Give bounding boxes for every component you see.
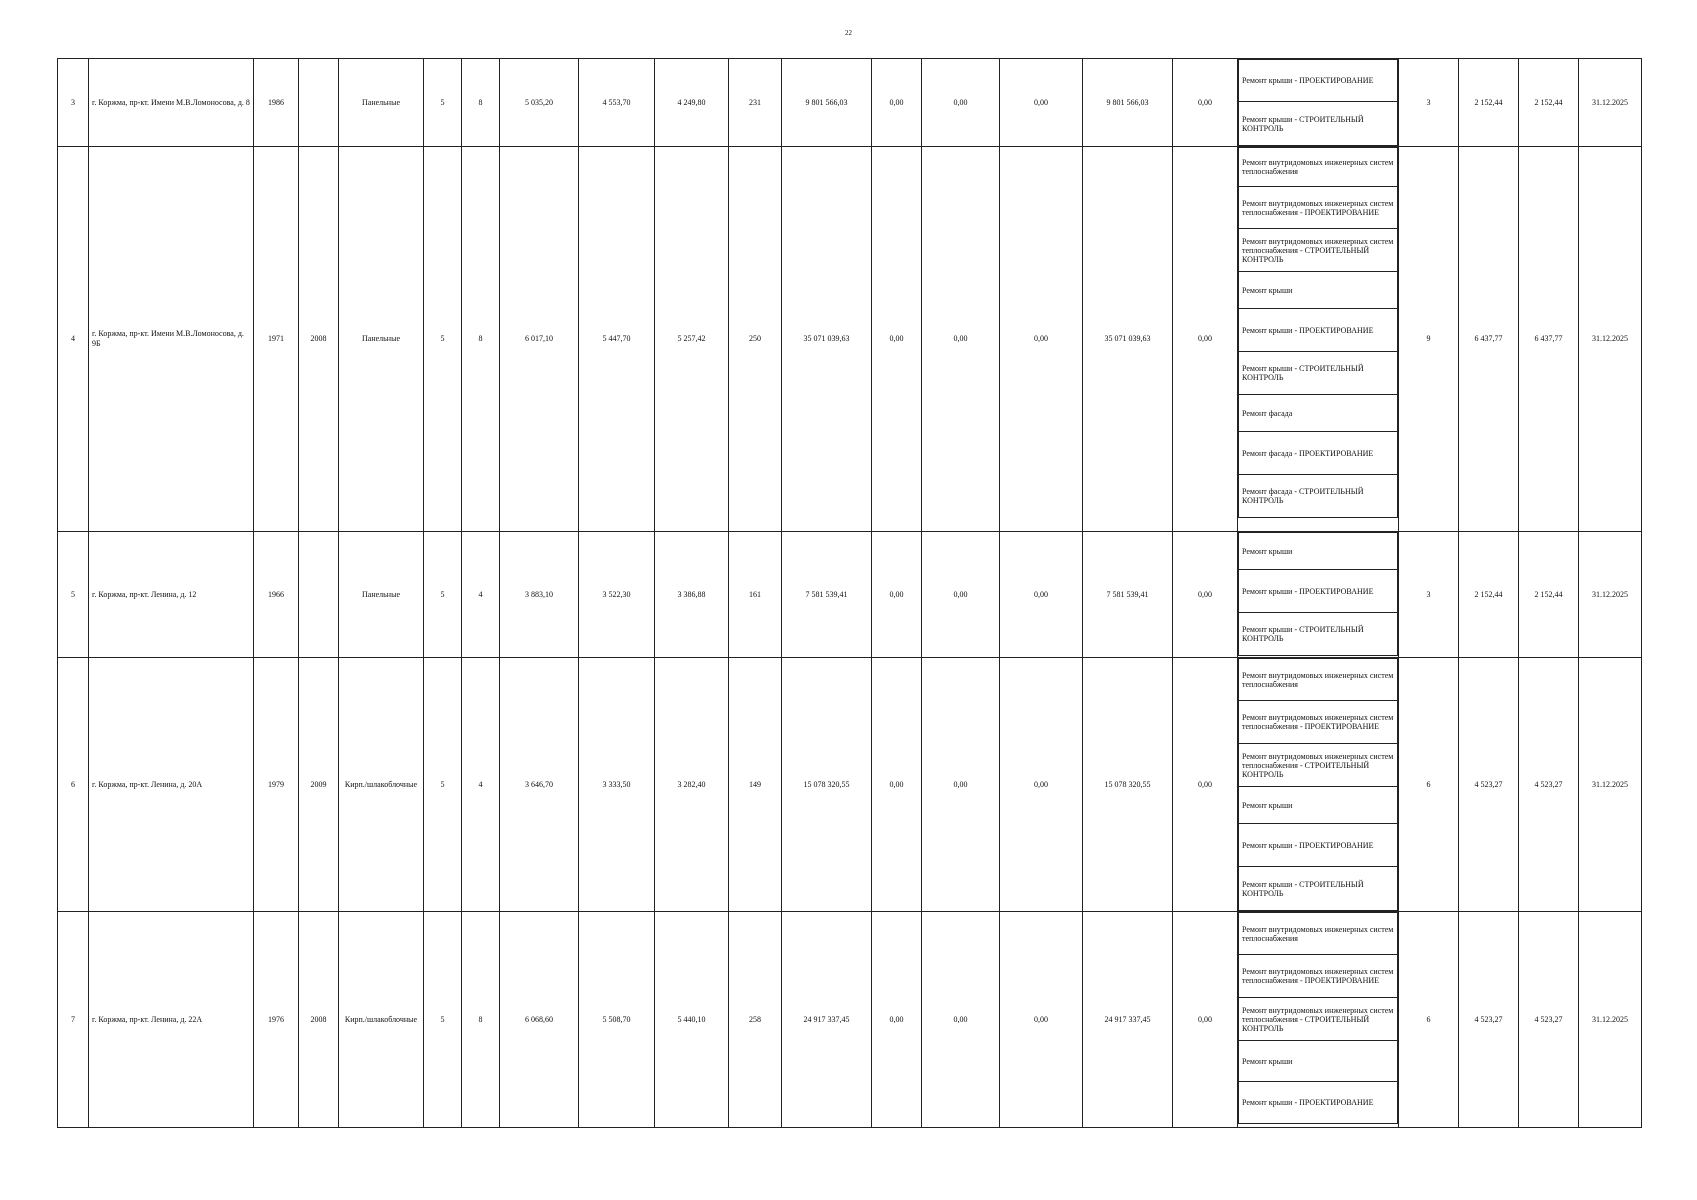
fund-regional-cell: 0,00	[922, 147, 1000, 532]
floors-cell: 5	[424, 147, 462, 532]
max-unit-cost-cell: 4 523,27	[1519, 912, 1579, 1128]
row-number: 3	[58, 59, 89, 147]
work-count-cell: 6	[1399, 658, 1459, 912]
fund-local-cell: 0,00	[1000, 59, 1083, 147]
year-built-cell: 1966	[254, 532, 299, 658]
capital-repair-table	[57, 58, 1642, 1128]
unit-cost-cell: 4 523,27	[1459, 658, 1519, 912]
floors-cell: 5	[424, 912, 462, 1128]
year-built-cell: 1979	[254, 658, 299, 912]
work-item: Ремонт крыши	[1238, 271, 1398, 309]
unit-cost-cell: 2 152,44	[1459, 532, 1519, 658]
row-number: 7	[58, 912, 89, 1128]
work-item: Ремонт крыши - СТРОИТЕЛЬНЫЙ КОНТРОЛЬ	[1238, 101, 1398, 146]
living-area-cell: 3 333,50	[579, 658, 655, 912]
residential-area-cell: 5 257,42	[655, 147, 729, 532]
total-area-cell: 3 646,70	[500, 658, 579, 912]
floors-cell: 5	[424, 59, 462, 147]
unit-cost-cell: 2 152,44	[1459, 59, 1519, 147]
work-item: Ремонт крыши - ПРОЕКТИРОВАНИЕ	[1238, 569, 1398, 613]
year-reconstruction-cell	[299, 59, 339, 147]
fund-other-cell: 0,00	[1173, 658, 1238, 912]
year-reconstruction-cell	[299, 532, 339, 658]
work-item: Ремонт крыши	[1238, 1040, 1398, 1082]
fund-owners-cell: 9 801 566,03	[1083, 59, 1173, 147]
entrances-cell: 4	[462, 532, 500, 658]
deadline-cell: 31.12.2025	[1579, 658, 1642, 912]
work-item: Ремонт крыши - ПРОЕКТИРОВАНИЕ	[1238, 823, 1398, 867]
max-unit-cost-cell: 2 152,44	[1519, 532, 1579, 658]
fund-local-cell: 0,00	[1000, 147, 1083, 532]
entrances-cell: 8	[462, 59, 500, 147]
work-item: Ремонт крыши	[1238, 786, 1398, 824]
works-list-cell	[1238, 147, 1399, 532]
fund-owners-cell: 24 917 337,45	[1083, 912, 1173, 1128]
cost-total-cell: 24 917 337,45	[782, 912, 872, 1128]
floors-cell: 5	[424, 658, 462, 912]
work-item: Ремонт фасада	[1238, 394, 1398, 432]
max-unit-cost-cell: 4 523,27	[1519, 658, 1579, 912]
address-cell: г. Коржма, пр-кт. Ленина, д. 22А	[89, 912, 254, 1128]
fund-regional-cell: 0,00	[922, 912, 1000, 1128]
work-item: Ремонт крыши - ПРОЕКТИРОВАНИЕ	[1238, 59, 1398, 102]
fund-local-cell: 0,00	[1000, 532, 1083, 658]
living-area-cell: 5 508,70	[579, 912, 655, 1128]
work-item: Ремонт внутридомовых инженерных систем теплоснабжения - СТРОИТЕЛЬНЫЙ КОНТРОЛЬ	[1238, 997, 1398, 1041]
work-item: Ремонт внутридомовых инженерных систем теплоснабжения - ПРОЕКТИРОВАНИЕ	[1238, 186, 1398, 229]
residents-cell: 258	[729, 912, 782, 1128]
fund-other-cell: 0,00	[1173, 912, 1238, 1128]
residents-cell: 250	[729, 147, 782, 532]
wall-material-cell: Панельные	[339, 147, 424, 532]
residential-area-cell: 5 440,10	[655, 912, 729, 1128]
year-built-cell: 1986	[254, 59, 299, 147]
deadline-cell: 31.12.2025	[1579, 59, 1642, 147]
fund-owners-cell: 15 078 320,55	[1083, 658, 1173, 912]
residential-area-cell: 3 282,40	[655, 658, 729, 912]
work-item: Ремонт фасада - ПРОЕКТИРОВАНИЕ	[1238, 431, 1398, 475]
residential-area-cell: 4 249,80	[655, 59, 729, 147]
wall-material-cell: Кирп./шлакоблочные	[339, 658, 424, 912]
year-built-cell: 1976	[254, 912, 299, 1128]
residents-cell: 231	[729, 59, 782, 147]
works-list-cell	[1238, 912, 1399, 1128]
deadline-cell: 31.12.2025	[1579, 912, 1642, 1128]
total-area-cell: 5 035,20	[500, 59, 579, 147]
address-cell: г. Коржма, пр-кт. Имени М.В.Ломоносова, д. 8	[89, 59, 254, 147]
total-area-cell: 6 017,10	[500, 147, 579, 532]
address-cell: г. Коржма, пр-кт. Ленина, д. 20А	[89, 658, 254, 912]
page-number: 22	[845, 29, 852, 37]
total-area-cell: 3 883,10	[500, 532, 579, 658]
fund-owners-cell: 35 071 039,63	[1083, 147, 1173, 532]
living-area-cell: 3 522,30	[579, 532, 655, 658]
table-row	[58, 658, 1642, 912]
entrances-cell: 4	[462, 658, 500, 912]
work-item: Ремонт внутридомовых инженерных систем теплоснабжения - ПРОЕКТИРОВАНИЕ	[1238, 954, 1398, 998]
work-item: Ремонт крыши - ПРОЕКТИРОВАНИЕ	[1238, 1081, 1398, 1124]
work-count-cell: 9	[1399, 147, 1459, 532]
works-list-cell	[1238, 59, 1399, 147]
cost-total-cell: 15 078 320,55	[782, 658, 872, 912]
work-item: Ремонт внутридомовых инженерных систем теплоснабжения - СТРОИТЕЛЬНЫЙ КОНТРОЛЬ	[1238, 228, 1398, 272]
entrances-cell: 8	[462, 147, 500, 532]
address-cell: г. Коржма, пр-кт. Ленина, д. 12	[89, 532, 254, 658]
work-item: Ремонт внутридомовых инженерных систем теплоснабжения - ПРОЕКТИРОВАНИЕ	[1238, 700, 1398, 744]
row-number: 5	[58, 532, 89, 658]
fund-other-cell: 0,00	[1173, 59, 1238, 147]
floors-cell: 5	[424, 532, 462, 658]
cost-total-cell: 9 801 566,03	[782, 59, 872, 147]
work-item: Ремонт крыши - ПРОЕКТИРОВАНИЕ	[1238, 308, 1398, 352]
year-built-cell: 1971	[254, 147, 299, 532]
fund-other-cell: 0,00	[1173, 147, 1238, 532]
row-number: 6	[58, 658, 89, 912]
year-reconstruction-cell: 2008	[299, 912, 339, 1128]
work-item: Ремонт крыши - СТРОИТЕЛЬНЫЙ КОНТРОЛЬ	[1238, 351, 1398, 395]
unit-cost-cell: 4 523,27	[1459, 912, 1519, 1128]
work-count-cell: 3	[1399, 59, 1459, 147]
residents-cell: 149	[729, 658, 782, 912]
total-area-cell: 6 068,60	[500, 912, 579, 1128]
table-row	[58, 532, 1642, 658]
fund-other-cell: 0,00	[1173, 532, 1238, 658]
fund-federal-cell: 0,00	[872, 532, 922, 658]
residential-area-cell: 3 386,88	[655, 532, 729, 658]
max-unit-cost-cell: 2 152,44	[1519, 59, 1579, 147]
fund-regional-cell: 0,00	[922, 59, 1000, 147]
max-unit-cost-cell: 6 437,77	[1519, 147, 1579, 532]
fund-federal-cell: 0,00	[872, 59, 922, 147]
fund-federal-cell: 0,00	[872, 658, 922, 912]
deadline-cell: 31.12.2025	[1579, 147, 1642, 532]
cost-total-cell: 7 581 539,41	[782, 532, 872, 658]
fund-federal-cell: 0,00	[872, 912, 922, 1128]
work-count-cell: 6	[1399, 912, 1459, 1128]
living-area-cell: 4 553,70	[579, 59, 655, 147]
work-item: Ремонт фасада - СТРОИТЕЛЬНЫЙ КОНТРОЛЬ	[1238, 474, 1398, 518]
cost-total-cell: 35 071 039,63	[782, 147, 872, 532]
residents-cell: 161	[729, 532, 782, 658]
wall-material-cell: Панельные	[339, 532, 424, 658]
deadline-cell: 31.12.2025	[1579, 532, 1642, 658]
fund-local-cell: 0,00	[1000, 912, 1083, 1128]
works-list-cell	[1238, 658, 1399, 912]
table-row	[58, 912, 1642, 1128]
fund-regional-cell: 0,00	[922, 532, 1000, 658]
work-item: Ремонт крыши	[1238, 532, 1398, 570]
work-item: Ремонт внутридомовых инженерных систем теплоснабжения	[1238, 658, 1398, 701]
fund-regional-cell: 0,00	[922, 658, 1000, 912]
table-row	[58, 147, 1642, 532]
wall-material-cell: Кирп./шлакоблочные	[339, 912, 424, 1128]
table-row	[58, 59, 1642, 147]
work-count-cell: 3	[1399, 532, 1459, 658]
works-list-cell	[1238, 532, 1399, 658]
work-item: Ремонт крыши - СТРОИТЕЛЬНЫЙ КОНТРОЛЬ	[1238, 612, 1398, 656]
work-item: Ремонт внутридомовых инженерных систем теплоснабжения - СТРОИТЕЛЬНЫЙ КОНТРОЛЬ	[1238, 743, 1398, 787]
fund-federal-cell: 0,00	[872, 147, 922, 532]
fund-owners-cell: 7 581 539,41	[1083, 532, 1173, 658]
work-item: Ремонт внутридомовых инженерных систем теплоснабжения	[1238, 147, 1398, 187]
unit-cost-cell: 6 437,77	[1459, 147, 1519, 532]
wall-material-cell: Панельные	[339, 59, 424, 147]
fund-local-cell: 0,00	[1000, 658, 1083, 912]
year-reconstruction-cell: 2008	[299, 147, 339, 532]
living-area-cell: 5 447,70	[579, 147, 655, 532]
address-cell: г. Коржма, пр-кт. Имени М.В.Ломоносова, д. 9Б	[89, 147, 254, 532]
work-item: Ремонт крыши - СТРОИТЕЛЬНЫЙ КОНТРОЛЬ	[1238, 866, 1398, 911]
year-reconstruction-cell: 2009	[299, 658, 339, 912]
row-number: 4	[58, 147, 89, 532]
entrances-cell: 8	[462, 912, 500, 1128]
work-item: Ремонт внутридомовых инженерных систем теплоснабжения	[1238, 912, 1398, 955]
